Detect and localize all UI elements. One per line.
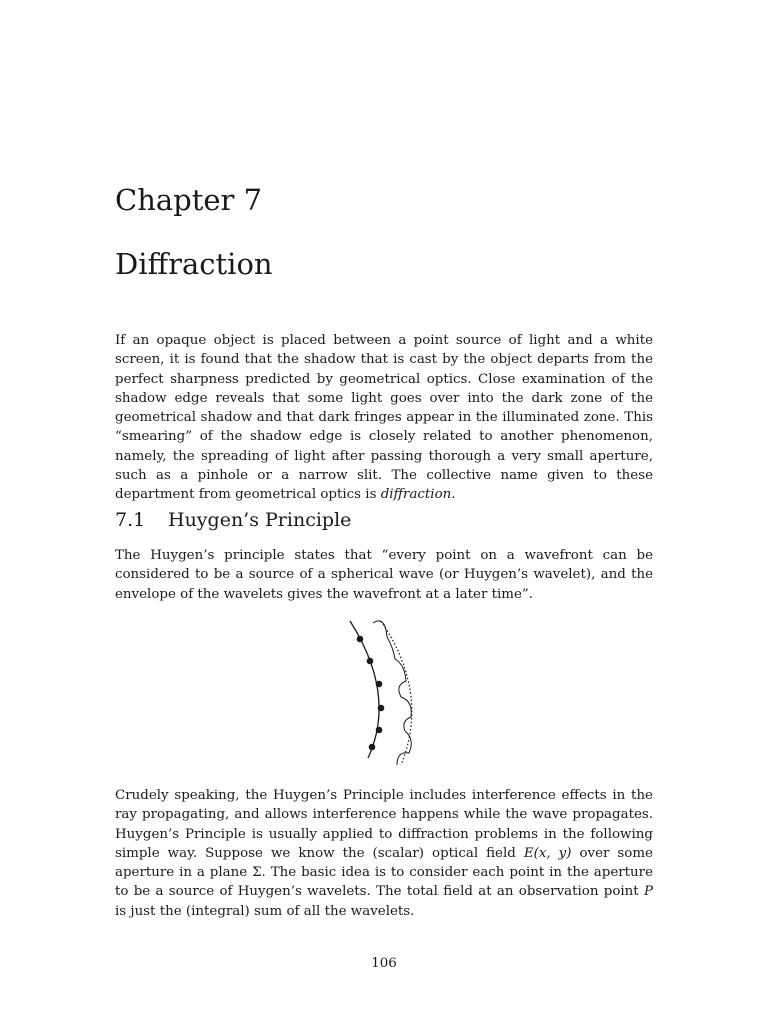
point-symbol: P [643,884,653,900]
section-title: Huygen’s Principle [168,509,352,531]
diffraction-term: diffraction [380,487,452,503]
wavelet-source [357,636,364,643]
wavelet-source [376,727,383,734]
discussion-text-1: Crudely speaking, the Huygen’s Principle includes interference effects in the ray propagating, and allows interference happens while the wave propagates. Huygen’s Principle is usually applied to diffraction problems in the following simple way. Suppose we know the (scalar) optical field [115,788,653,861]
section-number: 7.1 [115,509,146,531]
wavelet-source [376,681,383,688]
wavelet-source [378,705,385,712]
page-number: 106 [371,956,397,971]
intro-end: . [451,487,456,503]
discussion-text-2: over some aperture in a plane Σ. The basic idea is to consider each point in the aperture to be a source of Huygen’s wavelets. The total field at an observation point [115,845,653,900]
intro-text: If an opaque object is placed between a point source of light and a white screen, it is found that the shadow that is cast by the object departs from the perfect sharpness predicted by geometrical optics. Close examination of the shadow edge reveals that some light goes over into the dark zone of the geometrical shadow and that dark fringes appear in the illuminated zone. This “smearing” of the shadow edge is closely related to another phenomenon, namely, the spreading of light after passing thorough a very small aperture, such as a pinhole or a narrow slit. The collective name given to these department from geometrical optics is [115,333,653,503]
section-heading [115,507,351,533]
discussion-paragraph [115,786,653,921]
chapter-label: Chapter 7 [115,183,263,217]
wavefront-arc [350,621,379,758]
intro-paragraph [115,331,653,505]
wavelet-source [369,744,376,751]
chapter-title: Diffraction [115,247,273,281]
discussion-text-3: is just the (integral) sum of all the wavelets. [115,903,415,919]
field-symbol: E(x, y) [523,845,572,861]
wavelet-source [367,658,374,665]
envelope-wavefront [381,621,412,765]
huygens-wavelet-figure [335,615,435,775]
principle-paragraph: The Huygen’s principle states that “every point on a wavefront can be considered to be a source of a spherical wave (or Huygen’s wavelet), and the envelope of the wavelets gives the wavefront at a later time”. [115,548,653,602]
